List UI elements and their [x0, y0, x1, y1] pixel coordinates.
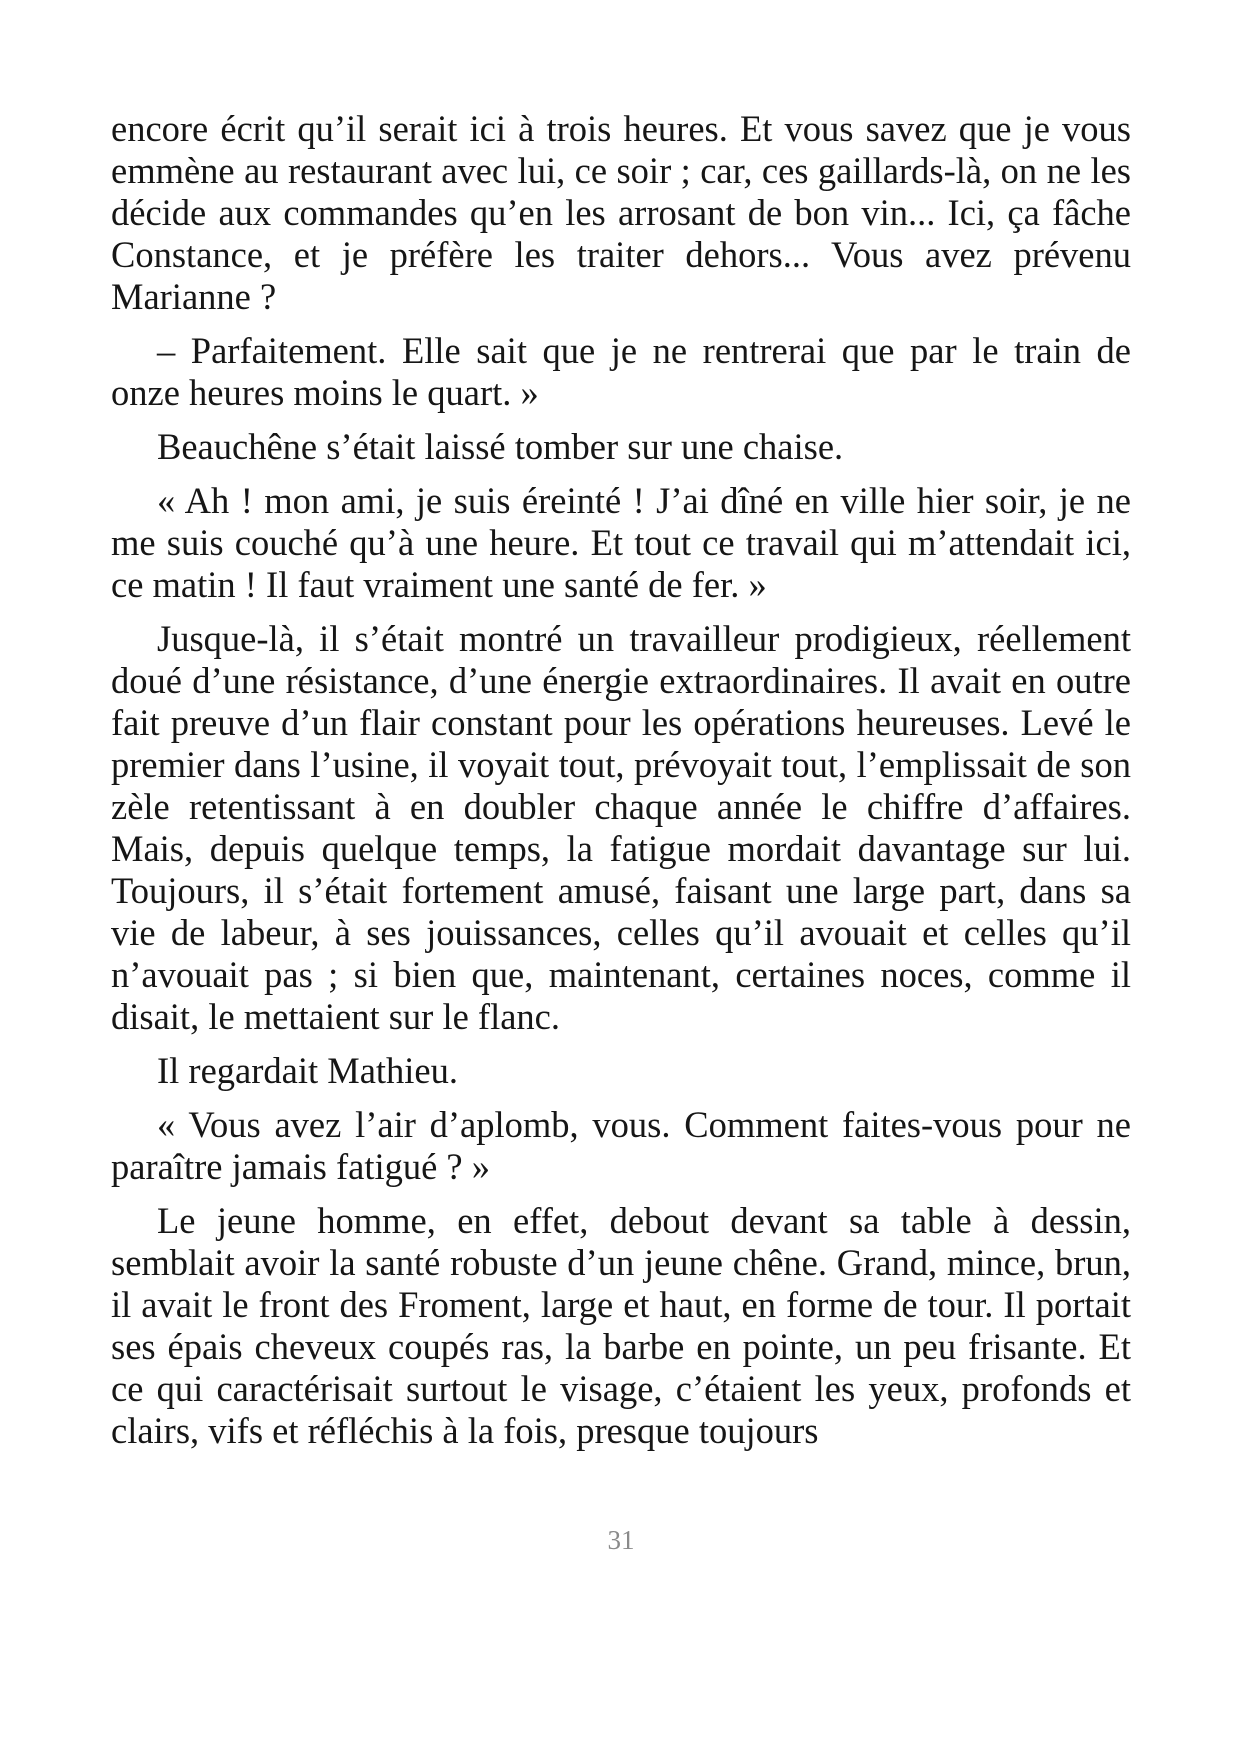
paragraph: encore écrit qu’il serait ici à trois heures. Et vous savez que je vous emmène au restaurant avec lui, ce soir ; car, ces gaillards-là, on ne les décide aux commandes qu’en les arrosant de bon vin... Ici, ça fâche Constance, et je préfère les traiter dehors... Vous avez prévenu Marianne ? — [111, 108, 1131, 317]
paragraph: Beauchêne s’était laissé tomber sur une chaise. — [157, 426, 844, 467]
paragraph: Il regardait Mathieu. — [157, 1050, 459, 1091]
paragraph: – Parfaitement. Elle sait que je ne rentrerai que par le train de onze heures moins le quart. » — [111, 330, 1131, 413]
paragraph: « Vous avez l’air d’aplomb, vous. Comment faites-vous pour ne paraître jamais fatigué ? » — [111, 1104, 1131, 1187]
page-number: 31 — [607, 1525, 635, 1555]
paragraph: Le jeune homme, en effet, debout devant sa table à dessin, semblait avoir la santé robuste d’un jeune chêne. Grand, mince, brun, il avait le front des Froment, large et haut, en forme de tour. Il portait ses épais cheveux coupés ras, la barbe en pointe, un peu frisante. Et ce qui caractérisait surtout le visage, c’étaient les yeux, profonds et clairs, vifs et réfléchis à la fois, presque toujours — [111, 1200, 1131, 1451]
paragraph: « Ah ! mon ami, je suis éreinté ! J’ai dîné en ville hier soir, je ne me suis couché qu’à une heure. Et tout ce travail qui m’attendait ici, ce matin ! Il faut vraiment une santé de fer. » — [111, 480, 1131, 605]
paragraph: Jusque-là, il s’était montré un travailleur prodigieux, réellement doué d’une résistance, d’une énergie extraordinaires. Il avait en outre fait preuve d’un flair constant pour les opérations heureuses. Levé le premier dans l’usine, il voyait tout, prévoyait tout, l’emplissait de son zèle retentissant à en doubler chaque année le chiffre d’affaires. Mais, depuis quelque temps, la fatigue mordait davantage sur lui. Toujours, il s’était fortement amusé, faisant une large part, dans sa vie de labeur, à ses jouissances, celles qu’il avouait et celles qu’il n’avouait pas ; si bien que, maintenant, certaines noces, comme il disait, le mettaient sur le flanc. — [111, 618, 1131, 1037]
body-text — [111, 108, 1131, 1464]
